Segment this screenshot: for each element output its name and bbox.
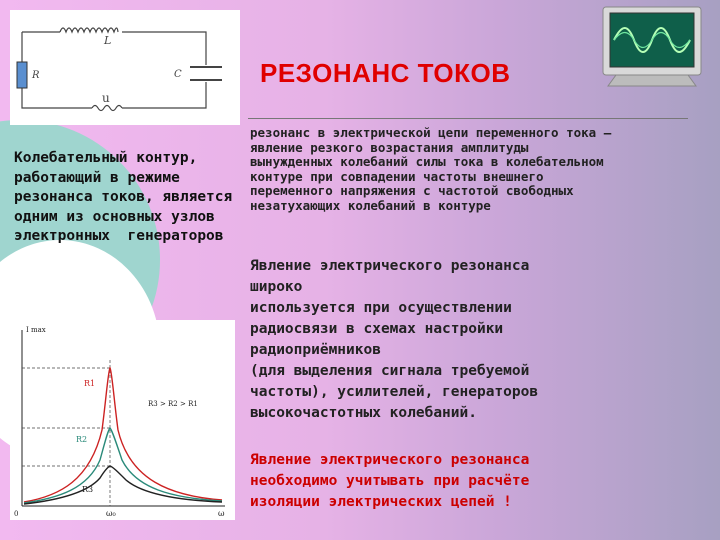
page-title: РЕЗОНАНС ТОКОВ bbox=[260, 58, 511, 88]
label-l: L bbox=[104, 34, 112, 47]
curve-r1 bbox=[24, 368, 222, 502]
curve-label-r3: R3 bbox=[82, 485, 94, 494]
x-axis-label: ω bbox=[218, 509, 225, 518]
label-r: R bbox=[32, 70, 40, 81]
oscillating-circuit-note: Колебательный контур, работающий в режиме резонанса токов, является одним из основных узлов электронных генераторов bbox=[14, 150, 233, 244]
oscilloscope-monitor-icon bbox=[602, 6, 702, 88]
curve-label-r2: R2 bbox=[76, 435, 88, 444]
x-axis-zero: 0 bbox=[14, 510, 19, 518]
circuit-diagram bbox=[10, 10, 240, 125]
resonance-frequency-label: ω₀ bbox=[106, 509, 116, 518]
title-divider bbox=[248, 118, 688, 119]
resonance-definition: резонанс в электрической цепи переменного тока – явление резкого возрастания амплитуды вынужденных колебаний силы тока в колебательном контуре при совпадении частоты внешнего переменного напряжения с частотой свободных незатухающих колебаний в контуре bbox=[250, 125, 612, 213]
y-axis-label: I max bbox=[26, 326, 46, 334]
legend-text: R3 > R2 > R1 bbox=[148, 400, 198, 408]
label-u: u bbox=[102, 91, 110, 105]
curve-r2 bbox=[24, 428, 222, 503]
application-paragraph: Явление электрического резонанса широко используется при осуществлении радиосвязи в схемах настройки радиоприёмников (для выделения сигнала требуемой частоты), усилителей, генераторов высокочастотных колебаний. bbox=[250, 258, 539, 421]
label-c: C bbox=[174, 69, 182, 80]
curve-label-r1: R1 bbox=[84, 379, 96, 388]
resonance-curves-graph bbox=[10, 320, 235, 520]
insulation-warning-paragraph: Явление электрического резонанса необходимо учитывать при расчёте изоляции электрических цепей ! bbox=[250, 452, 530, 510]
